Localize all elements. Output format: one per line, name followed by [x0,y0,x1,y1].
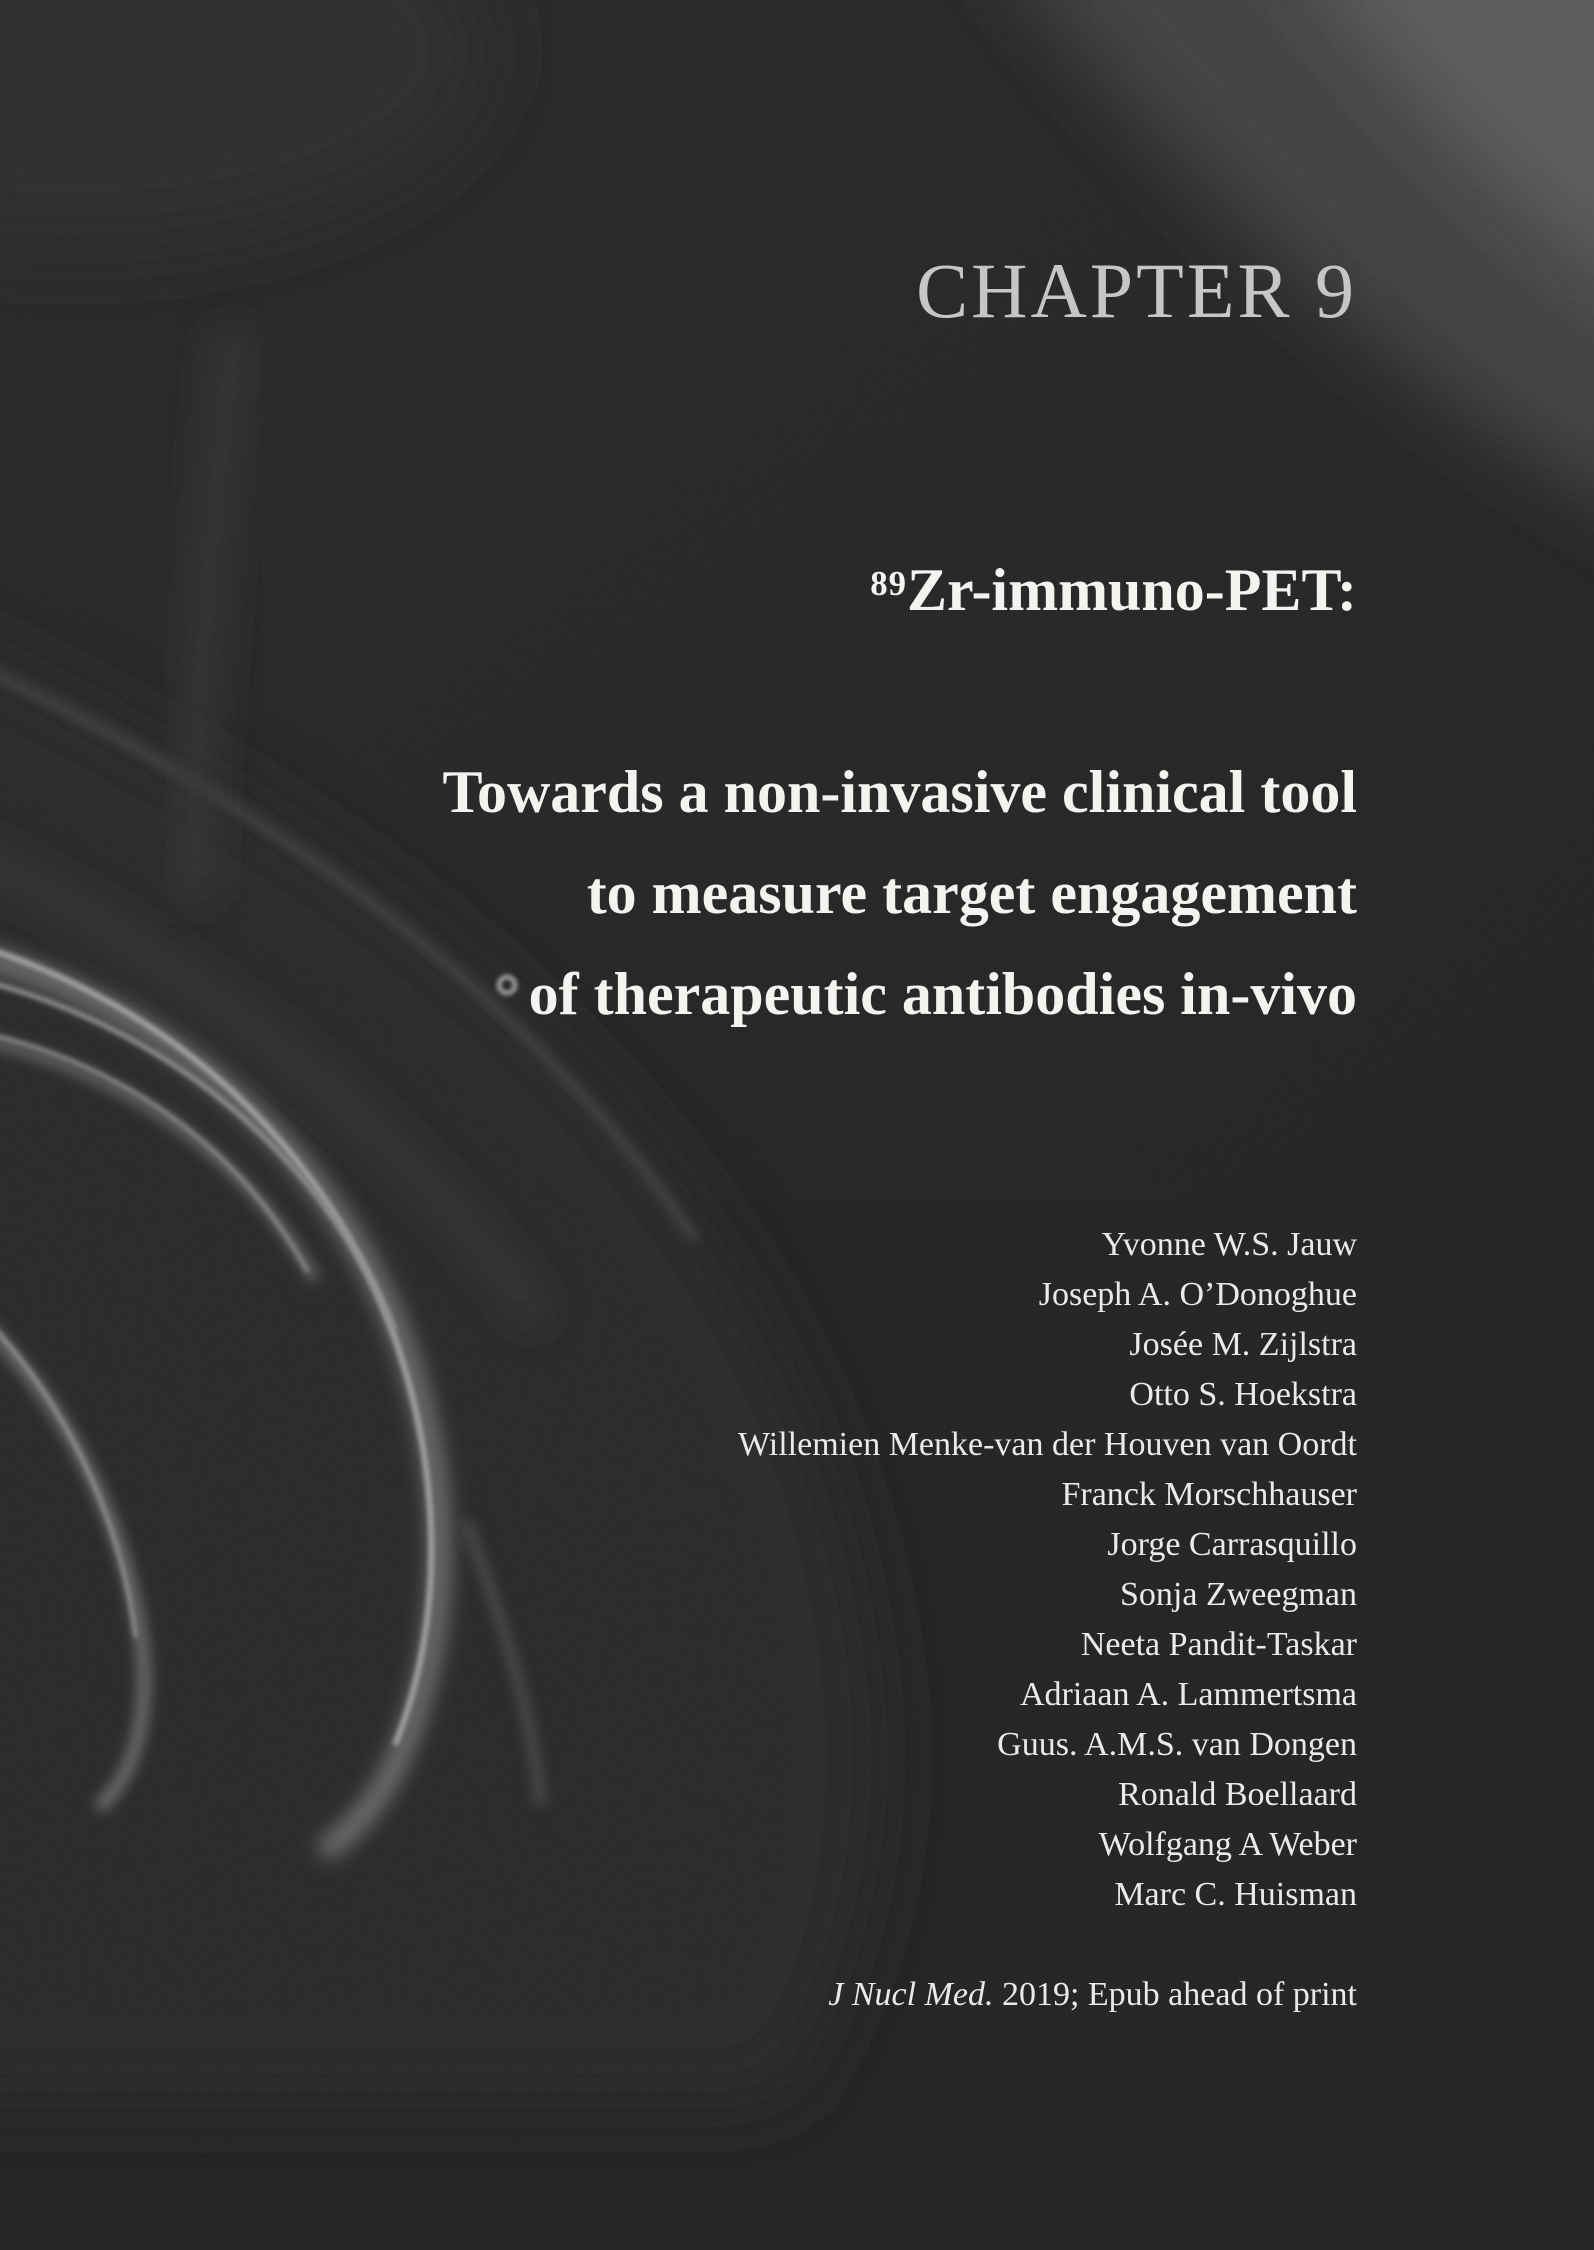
author-name: Adriaan A. Lammertsma [1019,1676,1357,1713]
citation-rest: 2019; Epub ahead of print [993,1976,1357,2013]
author-name: Josée M. Zijlstra [1129,1326,1357,1363]
title-text: Zr-immuno-PET: [907,557,1357,623]
title-superscript: 89 [870,564,908,604]
subtitle-line: Towards a non-invasive clinical tool [442,759,1357,825]
author-name: Neeta Pandit-Taskar [1080,1626,1357,1663]
author-name: Willemien Menke-van der Houven van Oordt [738,1426,1357,1463]
author-name: Yvonne W.S. Jauw [1101,1226,1357,1263]
citation-line [828,1970,1357,2020]
chapter-label: CHAPTER 9 [916,247,1357,334]
subtitle-line: to measure target engagement [586,860,1357,926]
author-name: Ronald Boellaard [1118,1776,1357,1813]
subtitle-line: of therapeutic antibodies in-vivo [528,961,1357,1027]
page-title [870,556,1357,625]
author-list [738,1220,1357,1920]
author-name: Marc C. Huisman [1114,1876,1357,1913]
page-subtitle [442,742,1357,1045]
author-name: Joseph A. O’Donoghue [1038,1276,1357,1313]
citation-journal: J Nucl Med. [828,1976,994,2013]
author-name: Wolfgang A Weber [1098,1826,1357,1863]
author-name: Jorge Carrasquillo [1107,1526,1357,1563]
author-name: Franck Morschhauser [1061,1476,1357,1513]
author-name: Otto S. Hoekstra [1129,1376,1357,1413]
author-name: Sonja Zweegman [1120,1576,1357,1613]
author-name: Guus. A.M.S. van Dongen [997,1726,1357,1763]
